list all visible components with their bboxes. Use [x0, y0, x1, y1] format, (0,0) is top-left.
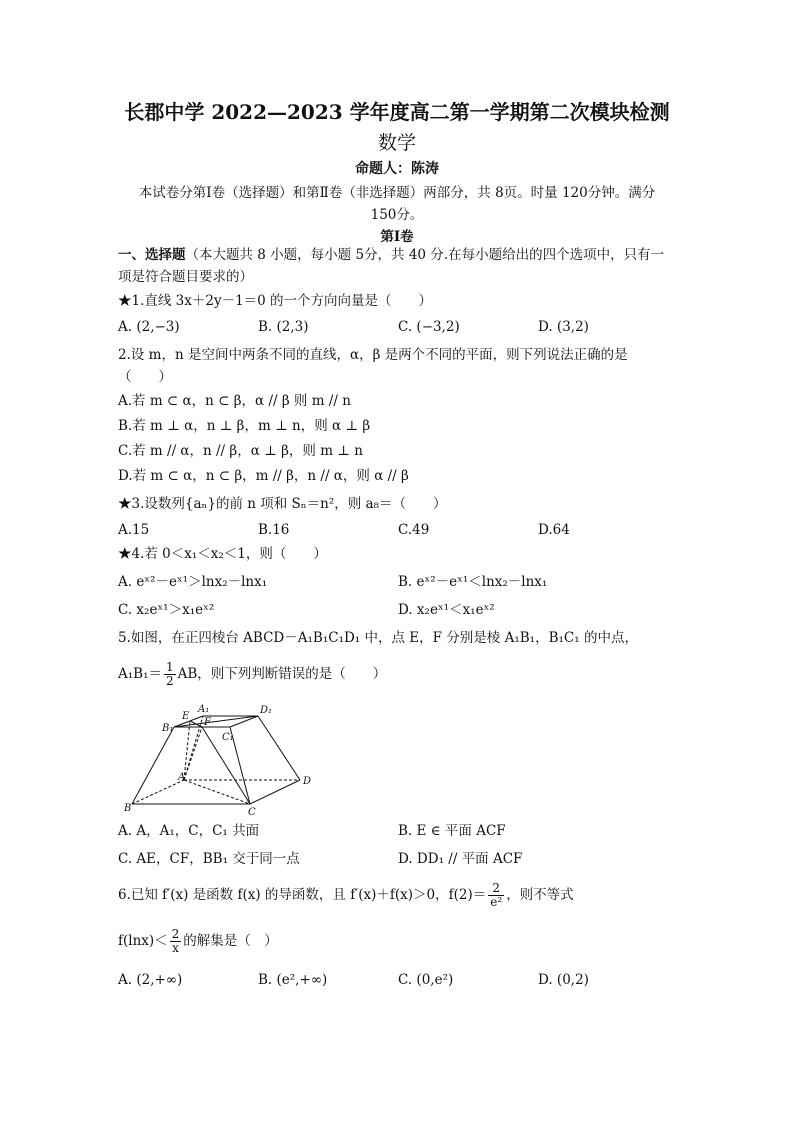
- label-d1: D₁: [260, 705, 273, 716]
- part1-heading-line: [118, 246, 664, 264]
- edge-b-b1: [132, 727, 174, 804]
- edge-d-d1: [258, 716, 300, 780]
- q6-stem-1-pre: 6.已知 f′(x) 是函数 f(x) 的导函数，且 f′(x)＋f(x)＞0，f(2)＝: [118, 887, 487, 903]
- q3-stem: ★3.设数列{aₙ}的前 n 项和 Sₙ＝n²，则 a₈＝（ ）: [118, 496, 447, 512]
- q2-stem-1: 2.设 m，n 是空间中两条不同的直线，α，β 是两个不同的平面，则下列说法正确的是: [118, 347, 628, 363]
- q6-fraction-1-den: e²: [490, 895, 503, 909]
- q5-option-c: C. AE，CF，BB₁ 交于同一点: [118, 851, 300, 867]
- q3-option-d: D.64: [538, 522, 570, 538]
- q4-option-c: C. x₂eˣ¹＞x₁eˣ²: [118, 602, 215, 618]
- q6-fraction-2-den: x: [172, 941, 179, 955]
- q3-option-c: C.49: [398, 522, 430, 538]
- q2-option-a: A.若 m ⊂ α，n ⊂ β，α // β 则 m // n: [118, 393, 351, 409]
- q2-option-d: D.若 m ⊂ α，n ⊂ β，m // β，n // α，则 α // β: [118, 468, 409, 484]
- q5-option-d: D. DD₁ // 平面 ACF: [398, 851, 523, 867]
- q6-option-b: B. (e²,+∞): [258, 972, 328, 988]
- q6-option-d: D. (0,2): [538, 972, 589, 988]
- label-a: A: [178, 772, 186, 783]
- frustum-figure: [118, 700, 328, 818]
- q3-option-a: A.15: [118, 522, 150, 538]
- q6-stem-2: [118, 926, 278, 956]
- q4-stem: ★4.若 0＜x₁＜x₂＜1，则（ ）: [118, 546, 327, 562]
- label-c: C: [248, 807, 256, 818]
- q1-stem: ★1.直线 3x＋2y－1＝0 的一个方向向量是（ ）: [118, 293, 433, 309]
- q6-stem-1-post: ，则不等式: [506, 887, 574, 903]
- q1-option-c: C. (−3,2): [398, 319, 460, 335]
- q1-option-d: D. (3,2): [538, 319, 589, 335]
- intro-line-2: 150分。: [370, 207, 424, 223]
- edge-b-a: [132, 780, 184, 804]
- q2-option-b: B.若 m ⊥ α，n ⊥ β，m ⊥ n，则 α ⊥ β: [118, 418, 371, 434]
- q6-stem-2-pre: f(lnx)＜: [118, 933, 168, 949]
- edge-c-d: [250, 780, 300, 804]
- label-b1: B₁: [162, 723, 174, 734]
- q6-option-c: C. (0,e²): [398, 972, 454, 988]
- q6-fraction-2: [170, 928, 182, 955]
- part1-heading: 一、选择题: [118, 247, 186, 263]
- label-d: D: [303, 776, 312, 787]
- q6-stem-2-post: 的解集是（ ）: [183, 933, 278, 949]
- q5-stem-2-pre: A₁B₁＝: [118, 666, 162, 682]
- q5-stem-1: 5.如图，在正四棱台 ABCD－A₁B₁C₁D₁ 中，点 E，F 分别是棱 A₁B₁，B₁C₁ 的中点，: [118, 630, 638, 646]
- part1-desc-2: 项是符合题目要求的）: [118, 269, 253, 285]
- exam-title: 长郡中学 2022—2023 学年度高二第一学期第二次模块检测: [124, 100, 670, 124]
- q4-option-a: A. eˣ²－eˣ¹＞lnx₂－lnx₁: [118, 574, 268, 590]
- q4-option-b: B. eˣ²－eˣ¹＜lnx₂－lnx₁: [398, 574, 548, 590]
- edge-a-c: [184, 780, 250, 804]
- q6-option-a: A. (2,+∞): [118, 972, 183, 988]
- q5-option-b: B. E ∈ 平面 ACF: [398, 823, 506, 839]
- q1-option-b: B. (2,3): [258, 319, 309, 335]
- q5-fraction-num: 1: [166, 660, 174, 674]
- q1-option-a: A. (2,−3): [118, 319, 180, 335]
- q5-stem-2: [118, 660, 386, 688]
- author-line: 命题人：陈涛: [355, 161, 439, 177]
- q2-option-c: C.若 m // α，n // β，α ⊥ β，则 m ⊥ n: [118, 443, 363, 459]
- q5-fraction-den: 2: [166, 674, 174, 688]
- intro-line-1: 本试卷分第Ⅰ卷（选择题）和第Ⅱ卷（非选择题）两部分，共 8页。时量 120分钟。满分: [138, 185, 656, 201]
- q6-fraction-1-num: 2: [488, 882, 504, 896]
- q5-option-a: A. A，A₁，C，C₁ 共面: [118, 823, 260, 839]
- label-a1: A₁: [198, 704, 210, 715]
- q4-option-d: D. x₂eˣ¹＜x₁eˣ²: [398, 602, 495, 618]
- label-b: B: [124, 803, 132, 814]
- q5-fraction: [164, 661, 176, 688]
- part1-desc-1: （本大题共 8 小题，每小题 5分，共 40 分.在每小题给出的四个选项中，只有一: [185, 247, 665, 263]
- q6-fraction-1: [488, 882, 504, 909]
- subject-title: 数学: [377, 132, 416, 154]
- label-c1: C₁: [222, 732, 234, 743]
- q2-stem-2: （ ）: [118, 369, 172, 385]
- q6-stem-1: [118, 880, 574, 910]
- q3-option-b: B.16: [258, 522, 290, 538]
- label-e: E: [182, 711, 190, 722]
- q5-stem-2-post: AB，则下列判断错误的是（ ）: [177, 666, 387, 682]
- section-title: 第Ⅰ卷: [380, 229, 414, 245]
- q6-fraction-2-num: 2: [171, 927, 180, 941]
- label-f: F: [204, 717, 211, 728]
